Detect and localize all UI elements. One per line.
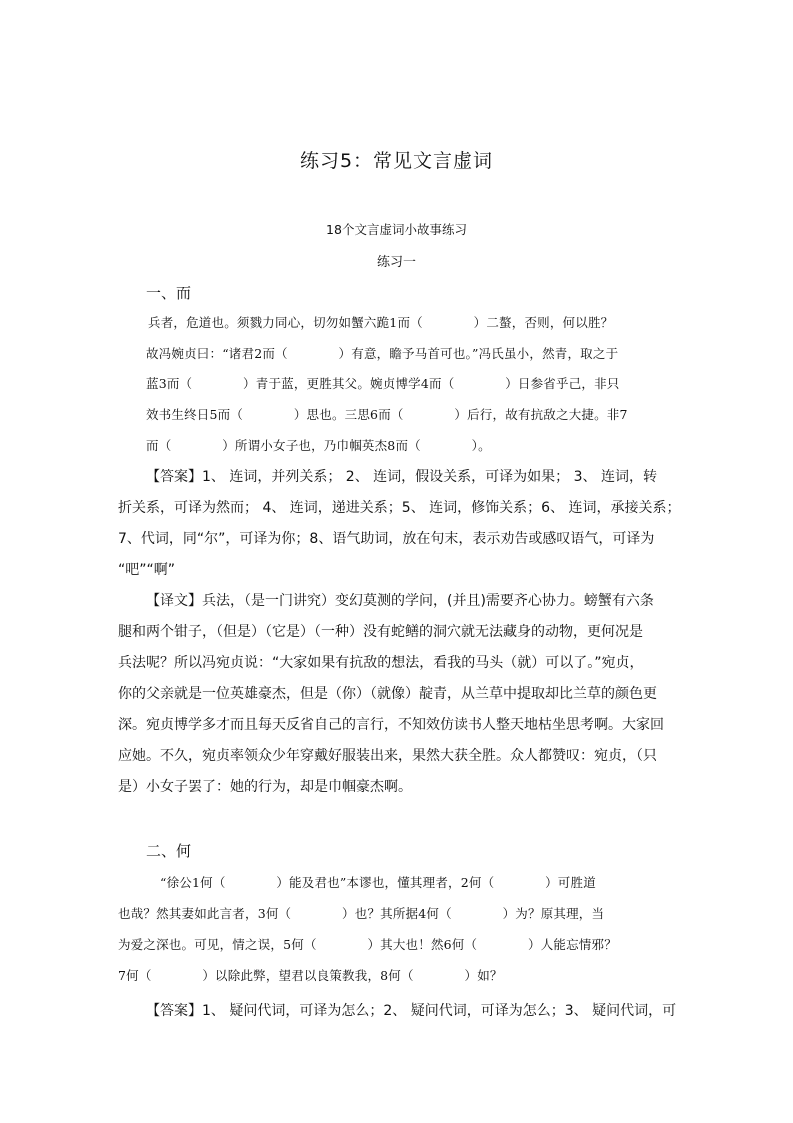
translation-line: 应她。不久，宛贞率领众少年穿戴好服装出来，果然大获全胜。众人都赞叹：宛贞，（只: [118, 748, 657, 764]
translation-line: 你的父亲就是一位英雄豪杰，但是（你）（就像）靛青，从兰草中提取却比兰草的颜色更: [118, 686, 657, 702]
answer-line: [146, 1000, 677, 1020]
passage-line: “徐公1何（ ）能及君也”本谬也，懂其理者，2何（ ）可胜道: [160, 875, 596, 890]
passage-line: 效书生终日5而（ ）思也。三思6而（ ）后行，故有抗敌之大捷。非7: [146, 407, 628, 422]
passage-line: 蓝3而（ ）青于蓝，更胜其父。婉贞博学4而（ ）日参省乎己，非只: [146, 376, 620, 391]
translation-line: 深。宛贞博学多才而且每天反省自己的言行，不知效仿读书人整天地枯坐思考啊。大家回: [118, 717, 664, 733]
answer-line: “吧”“啊”: [118, 562, 176, 578]
passage-line: 兵者，危道也。须戮力同心，切勿如蟹六跪1而（ ）二螯，否则，何以胜？: [148, 315, 614, 330]
section-heading-er: 一、而: [146, 284, 192, 302]
translation-line: 兵法呢？所以冯宛贞说：“大家如果有抗敌的想法，看我的马头（就）可以了。”宛贞，: [118, 655, 644, 671]
passage-line: 7何（ ）以除此弊，望君以良策教我，8何（ ）如？: [118, 968, 503, 983]
answer-label: 【答案】: [146, 1003, 202, 1019]
translation-line: [146, 590, 674, 610]
answer-text: 1、 连词，并列关系； 2、 连词，假设关系，可译为如果； 3、 连词，转: [202, 469, 657, 485]
translation-line: 是）小女子罢了：她的行为，却是巾帼豪杰啊。: [118, 779, 412, 795]
page-subtitle: 18个文言虚词小故事练习: [326, 222, 467, 237]
answer-label: 【答案】: [146, 469, 202, 485]
translation-line: 腿和两个钳子，（但是）（它是）（一种）没有蛇鳝的洞穴就无法藏身的动物，更何况是: [118, 624, 643, 640]
answer-line: [146, 466, 674, 486]
passage-line: 故冯婉贞曰：“诸君2而（ ）有意，瞻予马首可也。”冯氏虽小，然青，取之于: [146, 346, 619, 361]
translation-label: 【译文】: [146, 593, 202, 609]
answer-line: 7、代词，同“尔”，可译为你；8、语气助词，放在句末，表示劝告或感叹语气，可译为: [118, 531, 655, 547]
practice-label: 练习一: [376, 255, 416, 270]
answer-text: 1、 疑问代词，可译为怎么；2、 疑问代词，可译为怎么；3、 疑问代词，可: [202, 1003, 677, 1019]
section-heading-he: 二、何: [146, 842, 192, 860]
passage-line: 为爱之深也。可见，情之误，5何（ ）其大也！然6何（ ）人能忘情邪？: [118, 937, 617, 952]
passage-line: 而（ ）所谓小女子也，乃巾帼英杰8而（ ）。: [146, 438, 491, 453]
answer-line: 折关系，可译为然而； 4、 连词，递进关系；5、 连词，修饰关系；6、 连词，承接关系；: [118, 500, 681, 516]
translation-text: 兵法，（是一门讲究）变幻莫测的学问，(并且)需要齐心协力。螃蟹有六条: [202, 593, 654, 609]
passage-line: 也哉？然其妻如此言者，3何（ ）也？其所据4何（ ）为？原其理，当: [118, 906, 605, 921]
page-title: 练习5：常见文言虚词: [299, 150, 494, 172]
